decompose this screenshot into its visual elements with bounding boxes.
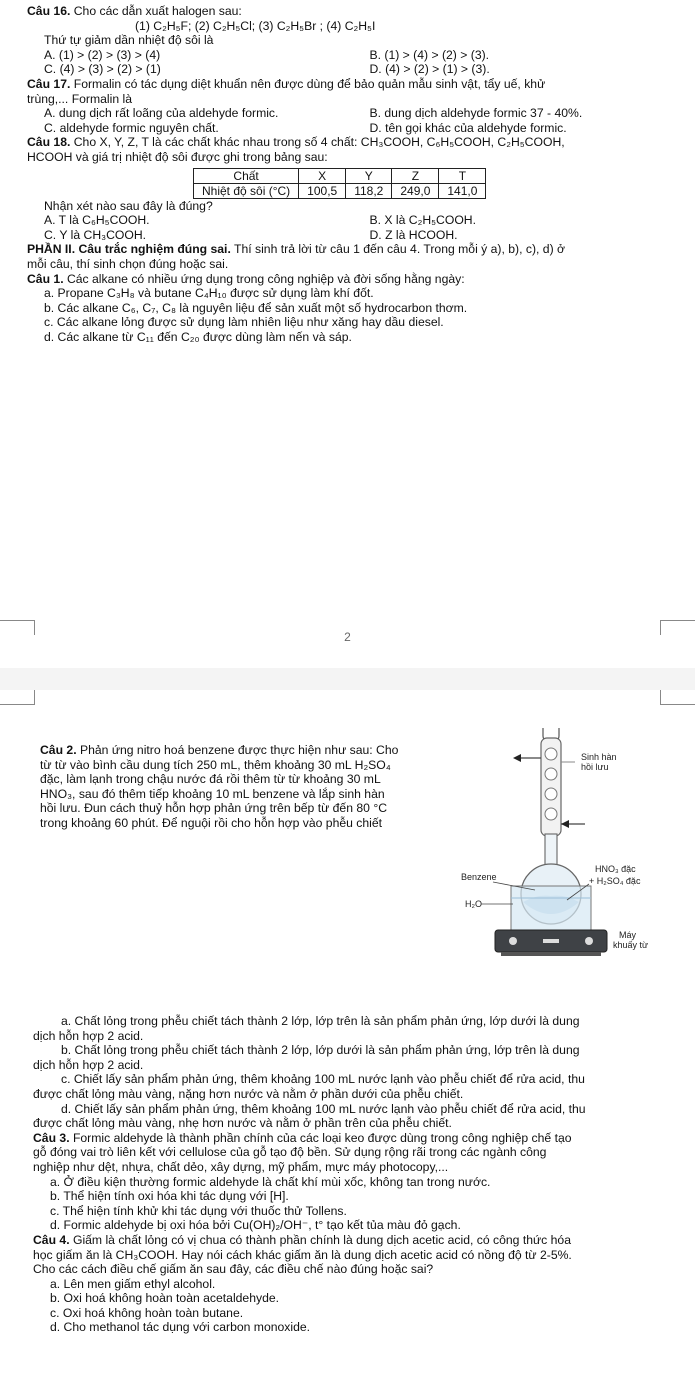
cau-4-statement-d[interactable]: d. Cho methanol tác dụng với carbon monoxide. — [50, 1320, 311, 1335]
cau-2-statement-d[interactable]: d. Chiết lấy sản phẩm phản ứng, thêm khoảng 100 mL nước lạnh vào phễu chiết để rửa acid, thu — [61, 1101, 586, 1116]
question-18-text-1: Cho X, Y, Z, T là các chất khác nhau trong số 4 chất: CH₃COOH, C₆H₅COOH, C₂H₅COOH, — [70, 135, 565, 150]
cau-2-statement-a-cont: dịch hỗn hợp 2 acid. — [33, 1028, 144, 1043]
q16-option-a[interactable]: A. (1) > (2) > (3) > (4) — [44, 47, 161, 62]
question-16-text: Cho các dẫn xuất halogen sau: — [70, 4, 242, 18]
condenser-label-2: hồi lưu — [581, 762, 609, 772]
cau-1-statement-c[interactable]: c. Các alkane lỏng được sử dụng làm nhiên liệu như xăng hay dầu diesel. — [44, 315, 444, 330]
table-header-cell: Chất — [194, 168, 299, 183]
cau-3-statement-c[interactable]: c. Thể hiện tính khử khi tác dụng với thuốc thử Tollens. — [50, 1203, 347, 1218]
cau-4-statement-c[interactable]: c. Oxi hoá không hoàn toàn butane. — [50, 1305, 244, 1320]
table-row — [194, 183, 486, 198]
sulfuric-acid-label: + H₂SO₄ đặc — [589, 876, 641, 886]
question-18-title: Câu 18. — [27, 135, 71, 150]
page-1 — [0, 0, 695, 668]
cau-3-statement-a[interactable]: a. Ở điều kiện thường formic aldehyde là chất khí mùi xốc, không tan trong nước. — [50, 1174, 491, 1189]
cau-4-text-3: Cho các cách điều chế giấm ăn sau đây, các điều chế nào đúng hoặc sai? — [33, 1262, 434, 1277]
boiling-point-table — [193, 168, 486, 199]
table-header-cell: X — [299, 168, 346, 183]
magnetic-stirrer — [495, 930, 607, 956]
cau-2-statement-c-cont: được chất lỏng màu vàng, nặng hơn nước và nằm ở phần dưới của phễu chiết. — [33, 1086, 464, 1101]
cau-2-line-5: hồi lưu. Đun cách thuỷ hỗn hợp phản ứng trên bếp từ đến 80 °C — [40, 801, 387, 816]
question-18-text-2: HCOOH và giá trị nhiệt độ sôi được ghi trong bảng sau: — [27, 149, 328, 164]
question-17-options-row-2 — [27, 121, 695, 136]
table-header-row — [194, 168, 486, 183]
question-17-text-1: Formalin có tác dụng diệt khuẩn nên được dùng để bảo quản mẫu sinh vật, tẩy uế, khử — [70, 76, 546, 91]
cau-2-title: Câu 2. — [40, 743, 77, 757]
q16-option-c[interactable]: C. (4) > (3) > (2) > (1) — [44, 62, 161, 77]
table-cell: 100,5 — [299, 183, 346, 198]
question-16-title: Câu 16. — [27, 4, 71, 18]
cau-2-statement-d-cont: được chất lỏng màu vàng, nhẹ hơn nước và nằm ở phần trên của phễu chiết. — [33, 1116, 452, 1131]
table-cell: Nhiệt độ sôi (°C) — [194, 183, 299, 198]
condenser-label: Sinh hàn — [581, 752, 617, 762]
cau-3-text-1: Formic aldehyde là thành phần chính của các loại keo được dùng trong công nghiệp chế tạo — [69, 1130, 572, 1145]
cau-1-statement-a[interactable]: a. Propane C₃H₈ và butane C₄H₁₀ được sử dụng làm khí đốt. — [44, 286, 374, 301]
question-16-prompt: Thứ tự giảm dần nhiệt độ sôi là — [44, 33, 214, 48]
part-2-text-1: Thí sinh trả lời từ câu 1 đến câu 4. Trong mỗi ý a), b), c), d) ở — [230, 242, 565, 257]
question-16-options-row-1 — [27, 48, 695, 63]
table-cell: 141,0 — [439, 183, 486, 198]
benzene-label: Benzene — [461, 872, 497, 882]
cau-2-statement-a[interactable]: a. Chất lỏng trong phễu chiết tách thành 2 lớp, lớp trên là sản phẩm phản ứng, lớp dưới là dung — [61, 1014, 580, 1028]
cau-3-text-2: gỗ đóng vai trò liên kết với cellulose của gỗ tạo độ bền. Sử dụng rộng rãi trong các ngành công — [33, 1145, 547, 1160]
cau-3-stem — [33, 1131, 683, 1146]
cau-1-title: Câu 1. — [27, 271, 64, 286]
cau-2-statement-b-cont: dịch hỗn hợp 2 acid. — [33, 1057, 144, 1072]
cau-3-statement-d[interactable]: d. Formic aldehyde bị oxi hóa bởi Cu(OH)₂/OH⁻, t° tạo kết tủa màu đỏ gạch. — [50, 1218, 461, 1233]
table-header-cell: Z — [392, 168, 439, 183]
q18-option-b[interactable]: B. X là C₂H₅COOH. — [369, 213, 476, 228]
cau-2-line-3: đặc, làm lạnh trong chậu nước đá rồi thêm từ từ khoảng 30 mL — [40, 772, 381, 787]
q17-option-a[interactable]: A. dung dịch rất loãng của aldehyde formic. — [44, 106, 279, 121]
cau-4-title: Câu 4. — [33, 1232, 70, 1247]
table-cell: 118,2 — [346, 183, 392, 198]
cau-4-statement-a[interactable]: a. Lên men giấm ethyl alcohol. — [50, 1276, 216, 1291]
part-2-title: PHẦN II. Câu trắc nghiệm đúng sai. — [27, 242, 231, 257]
cau-2-line-1 — [40, 743, 490, 758]
table-header-cell: Y — [346, 168, 392, 183]
q17-option-c[interactable]: C. aldehyde formic nguyên chất. — [44, 120, 219, 135]
part-2-heading — [27, 242, 695, 257]
question-16-compounds: (1) C₂H₅F; (2) C₂H₅Cl; (3) C₂H₅Br ; (4) C₂H₅I — [135, 18, 376, 33]
crop-mark-left-top — [0, 690, 35, 705]
cau-2-line-4: HNO₃, sau đó thêm tiếp khoảng 10 mL benzene và lắp sinh hàn — [40, 786, 385, 801]
cau-1-stem — [27, 272, 695, 287]
question-18-options-row-2 — [27, 228, 695, 243]
part-2-text-2: mỗi câu, thí sinh chọn đúng hoặc sai. — [27, 256, 229, 271]
nitration-apparatus-diagram — [455, 726, 685, 972]
cau-4-stem — [33, 1233, 683, 1248]
question-18-stem — [27, 135, 695, 150]
page-2 — [0, 690, 695, 1383]
water-label: H₂O — [465, 899, 482, 909]
cau-3-title: Câu 3. — [33, 1130, 70, 1145]
cau-2-line-2: từ từ vào bình cầu dung tích 250 mL, thêm khoảng 30 mL H₂SO₄ — [40, 757, 391, 772]
cau-2-statements — [33, 1014, 683, 1335]
q18-option-c[interactable]: C. Y là CH₃COOH. — [44, 227, 147, 242]
cau-2-statement-c[interactable]: c. Chiết lấy sản phẩm phản ứng, thêm khoảng 100 mL nước lạnh vào phễu chiết để rửa acid, thu — [61, 1072, 585, 1087]
cau-4-statement-b[interactable]: b. Oxi hoá không hoàn toàn acetaldehyde. — [50, 1291, 280, 1306]
cau-1-statement-b[interactable]: b. Các alkane C₆, C₇, C₈ là nguyên liệu để sản xuất một số hydrocarbon thơm. — [44, 300, 468, 315]
question-17-text-2: trùng,... Formalin là — [27, 91, 132, 106]
cau-2-text-1: Phản ứng nitro hoá benzene được thực hiện như sau: Cho — [76, 743, 399, 757]
stirrer-label: Máy — [619, 930, 637, 940]
question-17-options-row-1 — [27, 106, 695, 121]
page-separator — [0, 668, 695, 690]
page-number: 2 — [344, 630, 351, 644]
q16-option-d[interactable]: D. (4) > (2) > (1) > (3). — [369, 62, 490, 77]
cau-1-statement-d[interactable]: d. Các alkane từ C₁₁ đến C₂₀ được dùng làm nến và sáp. — [44, 329, 352, 344]
q18-option-d[interactable]: D. Z là HCOOH. — [369, 227, 458, 242]
stirrer-label-2: khuấy từ — [613, 940, 649, 950]
q17-option-b[interactable]: B. dung dịch aldehyde formic 37 - 40%. — [369, 106, 583, 121]
cau-4-text-2: học giấm ăn là CH₃COOH. Hay nói cách khác giấm ăn là dung dịch acetic acid có nồng độ từ 2-5%. — [33, 1247, 572, 1262]
table-cell: 249,0 — [392, 183, 439, 198]
page-1-content — [0, 0, 695, 344]
cau-4-text-1: Giấm là chất lỏng có vị chua có thành phần chính là dung dịch acetic acid, có công thức hóa — [69, 1232, 571, 1247]
cau-1-text: Các alkane có nhiều ứng dụng trong công nghiệp và đời sống hằng ngày: — [63, 271, 465, 286]
question-18-options-row-1 — [27, 213, 695, 228]
crop-mark-right-top — [660, 690, 695, 705]
question-17-stem — [27, 77, 695, 92]
q16-option-b[interactable]: B. (1) > (4) > (2) > (3). — [369, 47, 490, 62]
question-16-options-row-2 — [27, 62, 695, 77]
q17-option-d[interactable]: D. tên gọi khác của aldehyde formic. — [369, 120, 567, 135]
cau-2-stem — [40, 743, 490, 831]
question-18-prompt: Nhận xét nào sau đây là đúng? — [44, 198, 213, 213]
q18-option-a[interactable]: A. T là C₆H₅COOH. — [44, 213, 150, 228]
cau-2-statement-b[interactable]: b. Chất lỏng trong phễu chiết tách thành 2 lớp, lớp dưới là sản phẩm phản ứng, lớp trên là dung — [61, 1043, 580, 1058]
ice-water-bath — [511, 886, 591, 930]
table-header-cell: T — [439, 168, 486, 183]
question-16-stem — [27, 4, 695, 19]
nitric-acid-label: HNO₃ đặc — [595, 864, 636, 874]
cau-3-text-3: nghiệp như dệt, nhựa, chất dẻo, xây dựng, mỹ phẩm, mực máy photocopy,... — [33, 1159, 449, 1174]
reflux-condenser — [513, 728, 585, 836]
cau-2-line-6: trong khoảng 60 phút. Để nguội rồi cho hỗn hợp vào phễu chiết — [40, 815, 383, 830]
cau-3-statement-b[interactable]: b. Thể hiện tính oxi hóa khi tác dụng với [H]. — [50, 1189, 289, 1204]
question-17-title: Câu 17. — [27, 76, 71, 91]
